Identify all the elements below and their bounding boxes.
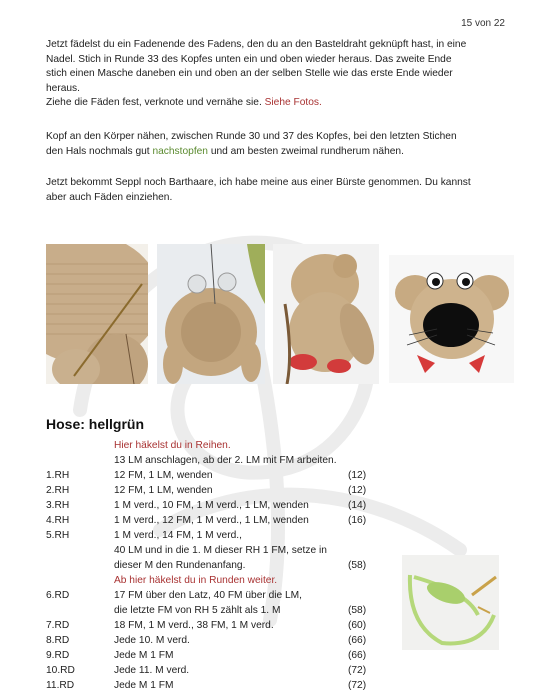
text-line bbox=[46, 96, 506, 111]
row-instruction: Jede 10. M verd. bbox=[114, 635, 190, 646]
pattern-table bbox=[46, 438, 388, 693]
text-span: den Hals nochmals gut bbox=[46, 145, 153, 157]
pattern-intro-row bbox=[46, 453, 388, 468]
table-row bbox=[46, 618, 388, 633]
photo-full-body bbox=[273, 244, 379, 384]
stitch-count bbox=[348, 588, 388, 603]
see-photos-link[interactable]: Siehe Fotos. bbox=[264, 97, 322, 108]
row-instruction: Jede 11. M verd. bbox=[114, 665, 190, 676]
chain-instruction: 13 LM anschlagen, ab der 2. LM mit FM arbeiten. bbox=[114, 455, 337, 466]
rounds-note: Ab hier häkelst du in Runden weiter. bbox=[114, 575, 278, 586]
table-row bbox=[46, 528, 388, 543]
text-line: Jetzt fädelst du ein Fadenende des Fadens, den du an den Basteldraht geknüpft hast, in eine bbox=[46, 39, 467, 50]
row-instruction: Jede M 1 FM bbox=[114, 680, 174, 691]
row-instruction: die letzte FM von RH 5 zählt als 1. M bbox=[114, 605, 281, 616]
table-row bbox=[46, 663, 388, 678]
row-instruction: 1 M verd., 10 FM, 1 M verd., 1 LM, wenden bbox=[114, 500, 309, 511]
table-row bbox=[46, 498, 388, 513]
row-instruction: 12 FM, 1 LM, wenden bbox=[114, 485, 213, 496]
stitch-count: (12) bbox=[348, 470, 367, 481]
stitch-count: (72) bbox=[348, 680, 367, 691]
row-label: 8.RD bbox=[46, 635, 70, 646]
text-line: Jetzt bekommt Seppl noch Barthaare, ich habe meine aus einer Bürste genommen. Du kannst bbox=[46, 177, 471, 188]
table-row bbox=[46, 543, 388, 558]
stitch-count: (66) bbox=[348, 635, 367, 646]
row-instruction: Jede M 1 FM bbox=[114, 650, 174, 661]
table-row bbox=[46, 633, 388, 648]
table-row bbox=[46, 678, 388, 693]
table-row bbox=[46, 588, 388, 603]
photo-body-closeup bbox=[46, 244, 148, 384]
row-label: 11.RD bbox=[46, 680, 75, 691]
stitch-count: (58) bbox=[348, 605, 367, 616]
row-instruction: 1 M verd., 12 FM, 1 M verd., 1 LM, wenden bbox=[114, 515, 309, 526]
row-label: 6.RD bbox=[46, 590, 70, 601]
row-instruction: 18 FM, 1 M verd., 38 FM, 1 M verd. bbox=[114, 620, 274, 631]
stitch-count: (12) bbox=[348, 485, 367, 496]
page-number: 15 von 22 bbox=[461, 18, 505, 29]
row-label bbox=[46, 558, 114, 573]
photo-head-back bbox=[157, 244, 265, 384]
stitch-count bbox=[348, 528, 388, 543]
text-line: stich einen Masche daneben ein und oben an der selben Stelle wie das erste Ende wieder bbox=[46, 68, 453, 79]
stitch-count: (72) bbox=[348, 665, 367, 676]
stitch-count: (60) bbox=[348, 620, 367, 631]
photo-pants-piece bbox=[402, 555, 499, 650]
instruction-paragraph-2 bbox=[46, 130, 506, 159]
instruction-paragraph-3 bbox=[46, 176, 506, 205]
instruction-paragraph-1 bbox=[46, 38, 506, 111]
row-instruction: 1 M verd., 14 FM, 1 M verd., bbox=[114, 530, 242, 541]
table-row bbox=[46, 603, 388, 618]
text-line: aber auch Fäden einziehen. bbox=[46, 191, 173, 203]
pattern-intro-row bbox=[46, 438, 388, 453]
rows-note: Hier häkelst du in Reihen. bbox=[114, 440, 231, 451]
row-label: 10.RD bbox=[46, 665, 75, 676]
row-instruction: 12 FM, 1 LM, wenden bbox=[114, 470, 213, 481]
photo-finished-mouse bbox=[389, 255, 514, 383]
table-row bbox=[46, 468, 388, 483]
row-label: 3.RH bbox=[46, 500, 70, 511]
table-row bbox=[46, 513, 388, 528]
stuffing-highlight: nachstopfen bbox=[152, 145, 208, 157]
row-instruction: 40 LM und in die 1. M dieser RH 1 FM, setze in bbox=[114, 545, 327, 556]
row-label bbox=[46, 543, 114, 558]
stitch-count: (58) bbox=[348, 560, 367, 571]
text-line: Kopf an den Körper nähen, zwischen Runde 30 und 37 des Kopfes, bei den letzten Stichen bbox=[46, 131, 457, 142]
row-label: 9.RD bbox=[46, 650, 70, 661]
row-instruction: 17 FM über den Latz, 40 FM über die LM, bbox=[114, 590, 302, 601]
row-label: 4.RH bbox=[46, 515, 70, 526]
stitch-count: (66) bbox=[348, 650, 367, 661]
text-span: Ziehe die Fäden fest, verknote und vernähe sie. bbox=[46, 97, 265, 108]
row-label: 1.RH bbox=[46, 470, 70, 481]
row-label bbox=[46, 603, 114, 618]
text-span: und am besten zweimal rundherum nähen. bbox=[207, 145, 404, 157]
section-title: Hose: hellgrün bbox=[46, 416, 145, 432]
table-row bbox=[46, 648, 388, 663]
text-line bbox=[46, 145, 506, 160]
text-line: heraus. bbox=[46, 82, 80, 94]
stitch-count: (14) bbox=[348, 500, 367, 511]
row-label: 5.RH bbox=[46, 530, 70, 541]
table-row bbox=[46, 483, 388, 498]
row-instruction: dieser M den Rundenanfang. bbox=[114, 560, 246, 571]
table-row bbox=[46, 558, 388, 573]
pattern-note-row bbox=[46, 573, 388, 588]
row-label: 7.RD bbox=[46, 620, 70, 631]
text-line: Nadel. Stich in Runde 33 des Kopfes unten ein und oben wieder heraus. Das zweite Ende bbox=[46, 53, 452, 65]
row-label: 2.RH bbox=[46, 485, 70, 496]
stitch-count bbox=[348, 543, 388, 558]
stitch-count: (16) bbox=[348, 515, 367, 526]
